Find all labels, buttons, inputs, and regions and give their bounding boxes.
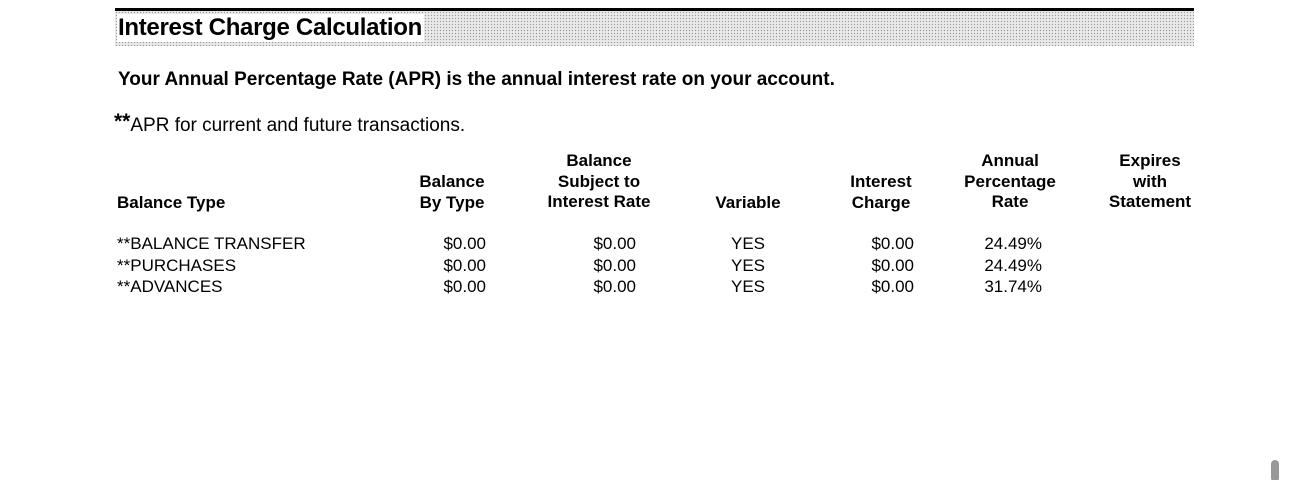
header-line: with — [1133, 171, 1167, 191]
section-title: Interest Charge Calculation — [118, 14, 422, 41]
scrollbar-thumb[interactable] — [1271, 460, 1279, 480]
table-cell: 24.49% — [984, 234, 1042, 253]
apr-note-marker: ** — [114, 110, 131, 133]
header-line: Variable — [715, 193, 781, 212]
header-line: Charge — [851, 192, 911, 212]
table-cell: YES — [730, 234, 766, 253]
header-line: Annual — [981, 151, 1039, 170]
column-balance-type — [117, 233, 306, 298]
header-line: Balance — [419, 172, 485, 191]
header-line: Balance — [566, 151, 632, 170]
table-cell: 31.74% — [984, 277, 1042, 296]
table-cell: **BALANCE TRANSFER — [117, 234, 306, 253]
header-line: Rate — [991, 192, 1029, 211]
header-line: Subject to — [557, 171, 641, 191]
column-interest-charge — [830, 233, 914, 298]
header-apr — [950, 151, 1070, 213]
header-line: Statement — [1108, 192, 1192, 211]
table-cell: YES — [730, 255, 766, 275]
column-apr — [960, 233, 1042, 298]
column-balance-subject — [552, 233, 636, 298]
header-expires — [1100, 151, 1200, 213]
table-cell: $0.00 — [443, 234, 486, 253]
table-cell: $0.00 — [443, 277, 486, 296]
header-balance-type — [117, 193, 225, 214]
header-line: Interest Rate — [547, 192, 651, 211]
header-line: Expires — [1119, 151, 1181, 170]
column-variable — [708, 233, 788, 298]
table-cell: $0.00 — [871, 277, 914, 296]
header-line: Balance Type — [117, 193, 226, 212]
table-cell: $0.00 — [593, 277, 636, 296]
section-header-bar — [115, 8, 1194, 46]
table-cell: **ADVANCES — [117, 277, 223, 296]
header-line: Interest — [850, 172, 912, 191]
header-line: Percentage — [964, 171, 1056, 191]
apr-statement: Your Annual Percentage Rate (APR) is the annual interest rate on your account. — [118, 69, 835, 90]
table-cell: $0.00 — [871, 255, 914, 275]
table-cell: YES — [730, 277, 766, 296]
header-interest-charge — [831, 172, 931, 213]
table-cell: 24.49% — [984, 255, 1042, 275]
table-cell: $0.00 — [593, 255, 636, 275]
header-balance-subject — [534, 151, 664, 213]
table-cell: $0.00 — [443, 255, 486, 275]
column-balance-by-type — [402, 233, 486, 298]
header-line: By Type — [419, 192, 485, 212]
apr-note-text: APR for current and future transactions. — [130, 115, 466, 136]
table-cell: $0.00 — [593, 234, 636, 253]
header-balance-by-type — [402, 172, 502, 213]
apr-note — [114, 110, 465, 137]
table-cell: $0.00 — [871, 234, 914, 253]
table-cell: **PURCHASES — [117, 255, 237, 275]
header-variable — [698, 193, 798, 214]
